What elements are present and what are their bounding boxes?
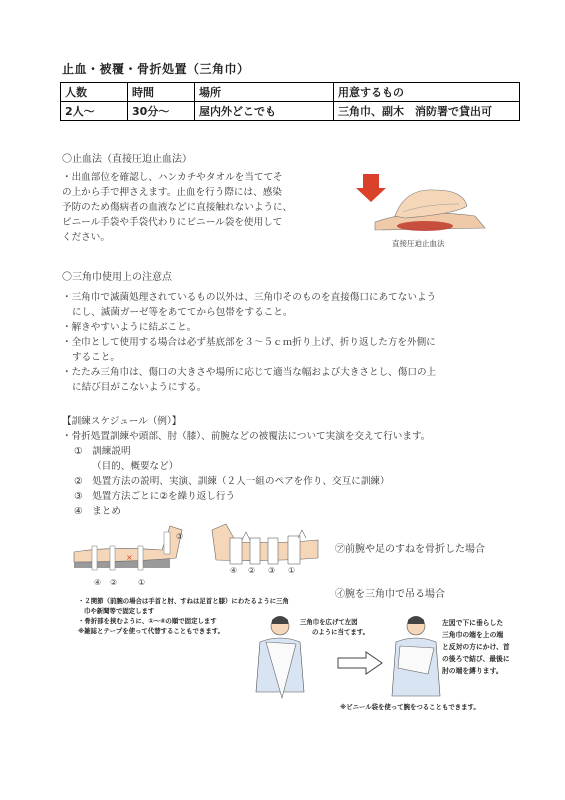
pressure-illustration	[355, 168, 495, 243]
sling-text-2	[442, 617, 542, 677]
schedule-heading: 【訓練スケジュール（例）】	[62, 416, 182, 427]
svg-text:×: ×	[126, 553, 133, 562]
sling-note: ※ビニール袋を使って腕をつることもできます。	[340, 703, 480, 711]
sling-line: 三角巾の端を上の端	[442, 631, 504, 639]
value-people: 2人～	[61, 102, 128, 121]
section1-text	[62, 170, 362, 245]
sling-line: と反対の方にかけ、首	[442, 643, 510, 651]
note-line: ・２関節（前腕の場合は手首と肘、すねは足首と膝）にわたるように三角	[78, 597, 289, 605]
right-arrow-icon	[336, 650, 384, 676]
text-line: ・解きやすいように結ぶこと。	[62, 322, 197, 333]
arm-number: ②	[248, 566, 256, 575]
info-table	[60, 82, 520, 121]
forearm-splint-illustration	[70, 522, 190, 594]
arm-shape	[212, 524, 318, 561]
schedule-line: ① 訓練説明	[74, 446, 131, 457]
section2-text	[62, 290, 532, 395]
arm-number: ④	[94, 578, 102, 587]
value-place: 屋内外どこでも	[195, 102, 334, 121]
down-arrow-icon	[356, 174, 386, 202]
text-line: 予防のため傷病者の血液などに直接触れないように、	[62, 202, 293, 213]
arm-number: ④	[230, 566, 238, 575]
arm-number: ②	[110, 578, 118, 587]
arm-number: ③	[268, 566, 276, 575]
text-line: にし、滅菌ガーゼ等をあててから包帯をすること。	[72, 307, 293, 318]
table-value-row	[61, 102, 520, 121]
arm-number: ③	[176, 532, 184, 541]
text-line: ・たたみ三角巾は、傷口の大きさや場所に応じて適当な幅および大きさとし、傷口の上	[62, 367, 437, 378]
schedule-line: ・骨折処置訓練や頭部、肘（膝）、前腕などの被覆法について実演を交えて行います。	[62, 431, 431, 442]
text-line: に結び目がこないようにする。	[72, 382, 207, 393]
header-people: 人数	[61, 83, 128, 102]
value-time: 30分～	[128, 102, 195, 121]
sling-line: のように当てます。	[312, 628, 370, 636]
blood-stain	[397, 221, 453, 231]
schedule-line: （目的、概要など）	[92, 461, 179, 472]
text-line: ください。	[62, 232, 110, 243]
schedule-section	[62, 414, 542, 519]
schedule-line: ③ 処置方法ごとに②を繰り返し行う	[74, 491, 236, 502]
header-place: 場所	[195, 83, 334, 102]
sling-line: の後ろで結び、最後に	[442, 655, 510, 663]
value-items: 三角巾、副木 消防署で貸出可	[334, 102, 520, 121]
sling-line: 肘の端を縛ります。	[442, 667, 503, 675]
forearm-wrap-illustration	[206, 522, 326, 574]
pressure-caption: 直接圧迫止血法	[392, 239, 445, 248]
text-line: の上から手で押さえます。止血を行う際には、感染	[62, 187, 282, 198]
text-line: ・全巾として使用する場合は必ず基底部を３～５ｃｍ折り上げ、折り返した方を外側に	[62, 337, 436, 348]
text-line: ・三角巾で滅菌処理されているもの以外は、三角巾そのものを直接傷口にあてないよう	[62, 292, 437, 303]
person-sling-step2	[388, 612, 444, 704]
note-line: ※雑誌とテープを使って代替することもできます。	[78, 627, 224, 635]
table-header-row	[61, 83, 520, 102]
figure-label-b: ㋑腕を三角巾で吊る場合	[335, 589, 445, 600]
text-line: ・出血部位を確認し、ハンカチやタオルを当ててそ	[62, 172, 283, 183]
section1-heading: 〇止血法（直接圧迫止血法）	[62, 154, 192, 165]
section2-heading: 〇三角巾使用上の注意点	[62, 272, 172, 283]
text-line: すること。	[72, 352, 120, 363]
arm-number: ①	[138, 578, 146, 587]
header-items: 用意するもの	[334, 83, 520, 102]
figure-label-a: ㋐前腕や足のすねを骨折した場合	[335, 544, 485, 555]
schedule-line: ④ まとめ	[74, 506, 121, 517]
sling-line: 左図で下に垂らした	[442, 619, 504, 627]
page-title: 止血・被覆・骨折処置（三角巾）	[62, 62, 250, 76]
arm-number: ①	[288, 566, 296, 575]
schedule-line: ② 処置方法の説明、実演、訓練（２人一組のペアを作り、交互に訓練）	[74, 476, 390, 487]
header-time: 時間	[128, 83, 195, 102]
sling-line: 三角巾を広げて左図	[300, 618, 358, 626]
note-line: 巾や新聞等で固定します	[84, 607, 155, 615]
note-line: ・骨折部を挟むように、①～④の順で固定します	[78, 617, 217, 625]
text-line: ビニール手袋や手袋代わりにビニール袋を使用して	[62, 217, 283, 228]
